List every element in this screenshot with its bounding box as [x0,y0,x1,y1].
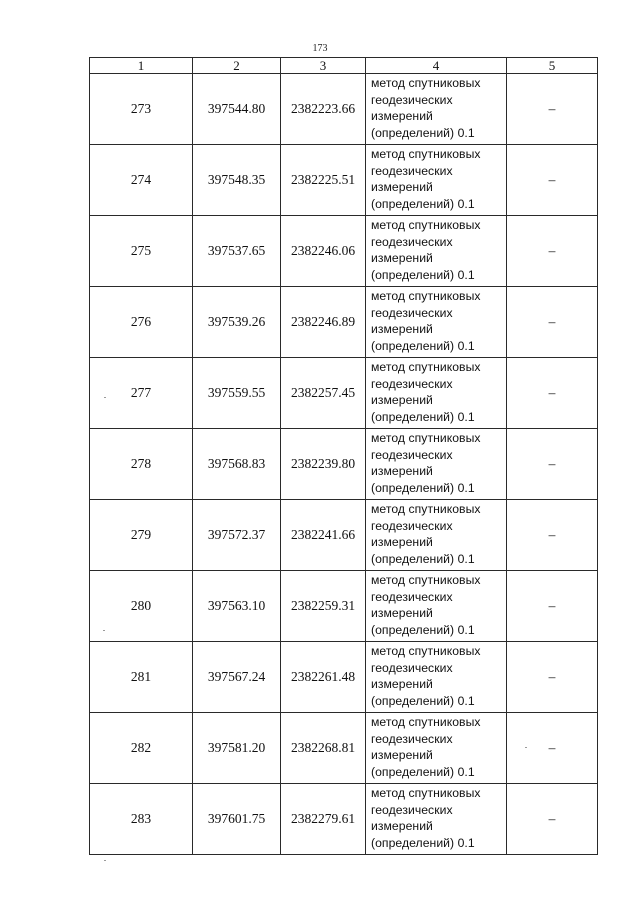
method-line: (определений) 0.1 [371,764,475,779]
method-cell [366,500,507,571]
coordinate-x: 397601.75 [193,784,281,855]
method-cell [366,429,507,500]
method-line: геодезических [371,589,453,604]
method-line: (определений) 0.1 [371,338,475,353]
method-line: геодезических [371,731,453,746]
coordinate-x: 397563.10 [193,571,281,642]
point-number: 281 [90,642,193,713]
method-line: метод спутниковых [371,147,481,161]
scan-speck [104,397,106,398]
method-cell [366,145,507,216]
note-cell: – [507,74,598,145]
method-line: метод спутниковых [371,502,481,516]
method-line: (определений) 0.1 [371,409,475,424]
page-number: 173 [312,43,328,54]
coordinate-x: 397537.65 [193,216,281,287]
method-cell [366,642,507,713]
table-row [90,287,598,358]
method-line: геодезических [371,163,453,178]
coordinate-y: 2382223.66 [281,74,366,145]
coordinate-x: 397548.35 [193,145,281,216]
method-line: (определений) 0.1 [371,267,475,282]
method-cell [366,713,507,784]
method-line: метод спутниковых [371,786,481,800]
note-cell: – [507,287,598,358]
method-cell [366,358,507,429]
coordinate-y: 2382279.61 [281,784,366,855]
point-number: 278 [90,429,193,500]
note-cell: – [507,571,598,642]
method-line: измерений [371,606,433,621]
coordinate-y: 2382246.89 [281,287,366,358]
method-cell [366,287,507,358]
point-number: 282 [90,713,193,784]
method-line: метод спутниковых [371,289,481,303]
header-col-2: 2 [193,58,281,74]
point-number: 275 [90,216,193,287]
method-line: геодезических [371,92,453,107]
table-row [90,500,598,571]
coordinate-x: 397544.80 [193,74,281,145]
table-row [90,358,598,429]
method-cell [366,784,507,855]
method-line: метод спутниковых [371,431,481,445]
coordinate-x: 397567.24 [193,642,281,713]
method-line: измерений [371,322,433,337]
note-cell: – [507,216,598,287]
table-row [90,145,598,216]
note-cell: – [507,784,598,855]
table-row [90,642,598,713]
method-line: измерений [371,109,433,124]
coordinates-table [89,57,598,855]
method-line: геодезических [371,802,453,817]
method-line: геодезических [371,518,453,533]
method-line: метод спутниковых [371,715,481,729]
coordinate-y: 2382257.45 [281,358,366,429]
method-cell [366,216,507,287]
coordinate-y: 2382261.48 [281,642,366,713]
coordinate-y: 2382259.31 [281,571,366,642]
table-body [90,74,598,855]
point-number: 277 [90,358,193,429]
header-col-4: 4 [366,58,507,74]
method-line: измерений [371,677,433,692]
header-col-3: 3 [281,58,366,74]
method-line: геодезических [371,376,453,391]
method-line: измерений [371,180,433,195]
table-row [90,216,598,287]
method-cell [366,74,507,145]
method-line: измерений [371,251,433,266]
coordinate-y: 2382268.81 [281,713,366,784]
note-cell: – [507,642,598,713]
method-line: метод спутниковых [371,218,481,232]
note-cell: – [507,713,598,784]
point-number: 283 [90,784,193,855]
coordinate-y: 2382239.80 [281,429,366,500]
scan-speck [525,747,527,748]
method-line: геодезических [371,447,453,462]
table-row [90,74,598,145]
coordinate-x: 397568.83 [193,429,281,500]
method-line: (определений) 0.1 [371,693,475,708]
method-line: (определений) 0.1 [371,622,475,637]
method-line: геодезических [371,305,453,320]
coordinate-y: 2382241.66 [281,500,366,571]
method-line: метод спутниковых [371,76,481,90]
method-line: метод спутниковых [371,360,481,374]
table-row [90,713,598,784]
method-line: измерений [371,464,433,479]
scan-speck [104,860,106,861]
method-line: метод спутниковых [371,573,481,587]
point-number: 279 [90,500,193,571]
coordinate-x: 397572.37 [193,500,281,571]
method-line: (определений) 0.1 [371,125,475,140]
method-line: (определений) 0.1 [371,480,475,495]
note-cell: – [507,358,598,429]
method-line: измерений [371,393,433,408]
point-number: 274 [90,145,193,216]
table-row [90,784,598,855]
method-line: (определений) 0.1 [371,196,475,211]
coordinate-x: 397559.55 [193,358,281,429]
method-line: измерений [371,819,433,834]
method-cell [366,571,507,642]
method-line: геодезических [371,234,453,249]
note-cell: – [507,500,598,571]
point-number: 276 [90,287,193,358]
table-row [90,429,598,500]
coordinate-x: 397539.26 [193,287,281,358]
coordinate-y: 2382225.51 [281,145,366,216]
point-number: 273 [90,74,193,145]
method-line: (определений) 0.1 [371,551,475,566]
point-number: 280 [90,571,193,642]
method-line: метод спутниковых [371,644,481,658]
coordinate-y: 2382246.06 [281,216,366,287]
method-line: измерений [371,535,433,550]
note-cell: – [507,429,598,500]
scan-speck [103,630,105,631]
note-cell: – [507,145,598,216]
header-col-5: 5 [507,58,598,74]
method-line: измерений [371,748,433,763]
method-line: (определений) 0.1 [371,835,475,850]
table-row [90,571,598,642]
table-header-row [90,58,598,74]
coordinate-x: 397581.20 [193,713,281,784]
method-line: геодезических [371,660,453,675]
header-col-1: 1 [90,58,193,74]
